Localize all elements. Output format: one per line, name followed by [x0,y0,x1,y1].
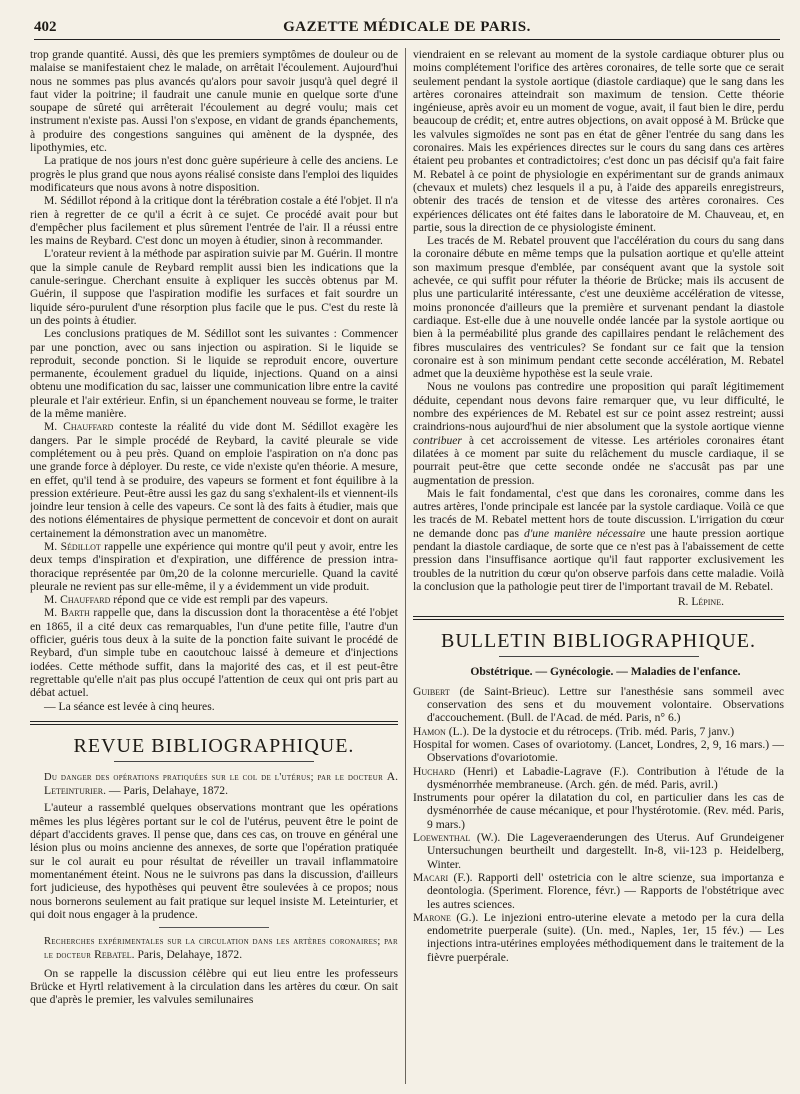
paragraph: M. Chauffard conteste la réalité du vide dont M. Sédillot exagère les dangers. Par le simple procédé de Reybard, la cavité pleurale se vide complétement ou à peu près. Quand on emploie l'aspiration on n'a donc pas une grande force à déployer. Du reste, ce vide n'existe qu'en théorie. A mesure, en effet, qu'il tend à se produire, des vapeurs se forment et font équilibre à la pression extérieure. Peut-être aussi les gaz du sang s'exhalent-ils et viennent-ils joindre leur tension à celle des vapeurs. Ce sont là des faits à étudier, mais que des notions élémentaires de physique permettent de concevoir et dont on aurait certainement la démonstration avec un manomètre. [30,420,398,540]
section-title-revue: REVUE BIBLIOGRAPHIQUE. [73,734,355,757]
entry-text: (L.). De la dystocie et du rétroceps. (Trib. méd. Paris, 7 janv.) [448,724,735,738]
left-column [30,48,398,1088]
bibliography-entry [413,685,784,725]
speaker-name: M. Sédillot [44,539,101,553]
bibliography-entry [413,911,784,964]
entry-author: Marone [413,910,451,924]
bibliography-entry [413,738,784,765]
entry-author: Hamon [413,724,446,738]
title-underline [499,656,699,657]
bibliography-entry [413,831,784,871]
paragraph: Les tracés de M. Rebatel prouvent que l'accélération du cours du sang dans la coronaire débute en même temps que la pulsation aortique et qu'elle atteint son maximum presque d'emblée, par conséquent avant que la systole soit achevée, ce qui suffit pour réfuter la théorie de Brücke; mais ils accusent de plus une particularité intéressante, c'est une deuxième accélération de vitesse, moins prononcée d'ailleurs que la première et survenant pendant la diastole cardiaque. Est-elle due à une nouvelle ondée lancée par la systole aortique ou bien à la perméabilité plus grande des capillaires pendant le relâchement des fibres musculaires des ventricules? Se fondant sur ce fait que la tension coronaire est à son minimum pendant cette seconde accélération, M. Rebatel admet que la deuxième hypothèse est la seule vraie. [413,234,784,381]
entry-text: (F.). Rapporti dell' ostetricia con le altre scienze, sua importanza e deontologia. (Speriment. Florence, févr.) — Rapports de l'obstétrique avec les autres sciences. [427,870,784,911]
bibliography-entry [413,791,784,831]
title-underline [114,761,314,762]
running-title: GAZETTE MÉDICALE DE PARIS. [283,19,531,35]
speaker-name: M. Chauffard [44,593,111,607]
paragraph: M. Barth rappelle que, dans la discussion dont la thoracentèse a été l'objet en 1865, il a cité deux cas remarquables, l'un d'une petite fille, l'autre d'un officier, guéris tous deux à la suite de la ponction faite suivant le procédé de Reybard, d'un simple tube en caoutchouc laissé à demeure et d'injections iodées. Cette méthode suffit, dans la majorité des cas, et il est peut-être regrettable qu'elle n'ait pas plus occupé l'attention de ceux qui ont pris part au débat actuel. [30,606,398,700]
bibliography-entry [413,725,784,738]
paragraph: Les conclusions pratiques de M. Sédillot sont les suivantes : Commencer par une ponction, avec ou sans injection ou aspiration. Si le liquide se reproduit, seconde ponction. Si le liquide se reproduit encore, ouverture permanente, écoulement graduel du liquide, injections. Quand on a ainsi obtenu une modification du sac, laisser une communication libre entre la cavité pleurale et l'air extérieur. Enfin, si un épanchement nouveau se forme, le traiter de la même manière. [30,327,398,421]
short-rule [159,927,269,928]
article-heading: Du danger des opérations pratiquées sur le col de l'utérus; par le docteur A. Leteinturier. — Paris, Delahaye, 1872. [44,769,398,798]
entry-text: (de Saint-Brieuc). Lettre sur l'anesthésie sans sommeil avec conservation des sens et du mouvement volontaire. Observations d'accouchement. (Bull. de l'Acad. de méd. Paris, n° 6.) [427,684,784,725]
bibliography-entry [413,765,784,792]
entry-author: Huchard [413,764,456,778]
entry-text: Hospital for women. Cases of ovariotomy. (Lancet, Londres, 2, 9, 16 mars.) — Observations d'ovariotomie. [413,737,784,765]
paragraph: L'orateur revient à la méthode par aspiration suivie par M. Guérin. Il montre que la simple canule de Reybard remplit aussi bien les indications que la canule-seringue. Cherchant ensuite à expliquer les succès obtenus par M. Guérin, il suppose que l'aspiration modifie les surfaces et fait sourdre un liquide séro-purulent d'une résorption plus facile que le pus. C'est du reste là un des points à étudier. [30,247,398,327]
entry-text: (G.). Le injezioni entro-uterine elevate a metodo per la cura della endometrite puerperale (suite). (Un. med., Naples, 1er, 15 fév.) — Les injections intra-utérines employées méthodiquement dans le traitement de la fièvre puerpérale. [427,910,784,964]
column-rule [405,48,406,1084]
paragraph: Mais le fait fondamental, c'est que dans les coronaires, comme dans les autres artères, l'onde principale est lancée par la systole cardiaque. Voilà ce que les tracés de M. Rebatel mettent hors de toute discussion. L'irrigation du cœur ne demande donc pas d'une manière nécessaire une haute pression aortique pendant la diastole cardiaque, de sorte que ce n'est pas à l'abaissement de cette pression dans l'insuffisance aortique qu'il faut rapporter exclusivement les troubles de la nutrition du cœur qu'on observe parfois dans cette maladie. Voilà la conclusion que la pathologie peut tirer de l'important travail de M. Rebatel. [413,486,784,593]
section-divider [413,616,784,620]
paragraph: trop grande quantité. Aussi, dès que les premiers symptômes de douleur ou de malaise se manifestaient chez le malade, on arrêtait l'écoulement. Aujourd'hui nous ne sommes pas plus avancés qu'alors pour savoir jusqu'à quel degré il faut vider la poitrine; il faudrait une canule munie en quelque sorte d'une soupape de sûreté qui arrêterait l'écoulement au degré voulu; mais cet instrument n'existe pas. Aussi l'on s'expose, en vidant de grands épanchements, à produire des congestions sanguines qui amènent de la dyspnée, des lipothymies, etc. [30,48,398,155]
entry-author: Loewenthal [413,831,471,845]
paragraph: viendraient en se relevant au moment de la systole cardiaque obturer plus ou moins complétement l'orifice des artères coronaires, de telle sorte que ce serait seulement pendant la systole aortique (diastole cardiaque) que le sang dans les artères coronaires atteindrait son maximum de tension. Cette théorie ingénieuse, après avoir eu un moment de vogue, avait, il faut bien le dire, perdu beaucoup de crédit; et, entre autres objections, on avait opposé à M. Brücke que les valvules sigmoïdes ne sont pas en état de gêner l'entrée du sang dans les coronaires. Mais les expériences directes sur le cours du sang dans ces artères étaient peu probantes et contradictoires; c'est donc un pas décisif qu'a fait faire M. Rebatel à ce point de physiologie en expérimentant sur de grands animaux (chevaux et mulets) chez lesquels il a pu, à l'aide des appareils enregistreurs, obtenir des tracés de tension et de vitesse des artères coronaires. Ces expériences délicates ont été faites dans le laboratoire de M. Chauveau, et, en partie, sous la direction de ce physiologiste éminent. [413,48,784,234]
signature: R. Lépine. [677,595,724,609]
bibliography-entry [413,871,784,911]
article-text: L'auteur a rassemblé quelques observations montrant que les opérations mêmes les plus légères portant sur le col de l'utérus, peuvent être le point de départ d'accidents graves. Il pense que, dans ces cas, on trouve en général une lésion plus ou moins ancienne des annexes, de sorte que l'opération pratiquée sur le col aurait eu pour résultat de réveiller un travail inflammatoire momentanément éteint. Nous ne le suivrons pas dans la discussion, d'ailleurs fort judicieuse, des hypothèses qui peuvent être soulevées à ce propos; nous nous bornerons seulement au fait pratique sur lequel insiste M. Leteinturier, et qui doit nous engager à la prudence. [30,801,398,921]
session-closing: — La séance est levée à cinq heures. [44,699,215,713]
speaker-name: M. Barth [44,606,90,620]
entry-text: (Henri) et Labadie-Lagrave (F.). Contribution à l'étude de la dysménorrhée membraneuse. (Arch. gén. de méd. Paris, avril.) [427,764,784,791]
article-text: On se rappelle la discussion célèbre qui eut lieu entre les professeurs Brücke et Hyrtl relativement à la circulation dans les artères du cœur. On sait que d'après le premier, les valvules semilunaires [30,966,398,1007]
speaker-name: M. Chauffard [44,420,114,434]
paragraph: M. Chauffard répond que ce vide est rempli par des vapeurs. [44,593,329,607]
entry-text: Instruments pour opérer la dilatation du col, en particulier dans les cas de dysménorrhée de cause mécanique, et pour l'hystérotomie. (Rev. méd. Paris, 9 mars.) [413,791,784,831]
article-heading: Recherches expérimentales sur la circulation dans les artères coronaires; par le docteur Rebatel. Paris, Delahaye, 1872. [44,936,398,962]
entry-author: Macari [413,870,449,884]
bibliography-list [413,685,784,964]
page-number: 402 [34,19,57,35]
page-header [34,14,780,40]
section-divider [30,721,398,725]
bulletin-subheading: Obstétrique. — Gynécologie. — Maladies de l'enfance. [470,665,741,679]
entry-text: (W.). Die Lageveraenderungen des Uterus. Auf Grundeigener Untersuchungen beurtheilt und dargestellt. In-8, vii-123 p. Heidelberg, Winter. [427,831,784,871]
entry-author: Guibert [413,684,450,698]
paragraph: M. Sédillot rappelle une expérience qui montre qu'il peut y avoir, entre les deux temps d'inspiration et d'expiration, une différence de pression intra-thoracique représentée par 0m,20 de la colonne mercurielle. Quand la cavité pleurale ne revient pas sur elle-même, il y a évidemment un vide produit. [30,539,398,593]
paragraph: Nous ne voulons pas contredire une proposition qui paraît légitimement déduite, cependant nous devons faire remarquer que, vu leur difficulté, le nombre des expériences de M. Rebatel est sur ce point assez restreint; aussi craindrions-nous aujourd'hui de nier absolument que la systole aortique vienne contribuer à cet accroissement de vitesse. Les artérioles coronaires étant dilatées à ce moment par suite du relâchement du muscle cardiaque, il se pourrait peut-être que cette seconde ondée ne s'accusât pas par une augmentation de pression. [413,380,784,487]
paragraph: La pratique de nos jours n'est donc guère supérieure à celle des anciens. Le progrès le plus grand que nous ayons réalisé consiste dans l'emploi des liquides modificateurs que nous avons à notre disposition. [30,154,398,194]
section-title-bulletin: BULLETIN BIBLIOGRAPHIQUE. [441,630,756,653]
right-column [413,48,784,1088]
paragraph: M. Sédillot répond à la critique dont la térébration costale a été l'objet. Il n'a rien à regretter de ce qu'il a écrit à ce sujet. Ce procédé avait pour but d'empêcher plus facilement et plus sûrement l'entrée de l'air. Il a réussi entre les mains de Reybard. C'est donc un moyen à étudier, sinon à recommander. [30,194,398,248]
